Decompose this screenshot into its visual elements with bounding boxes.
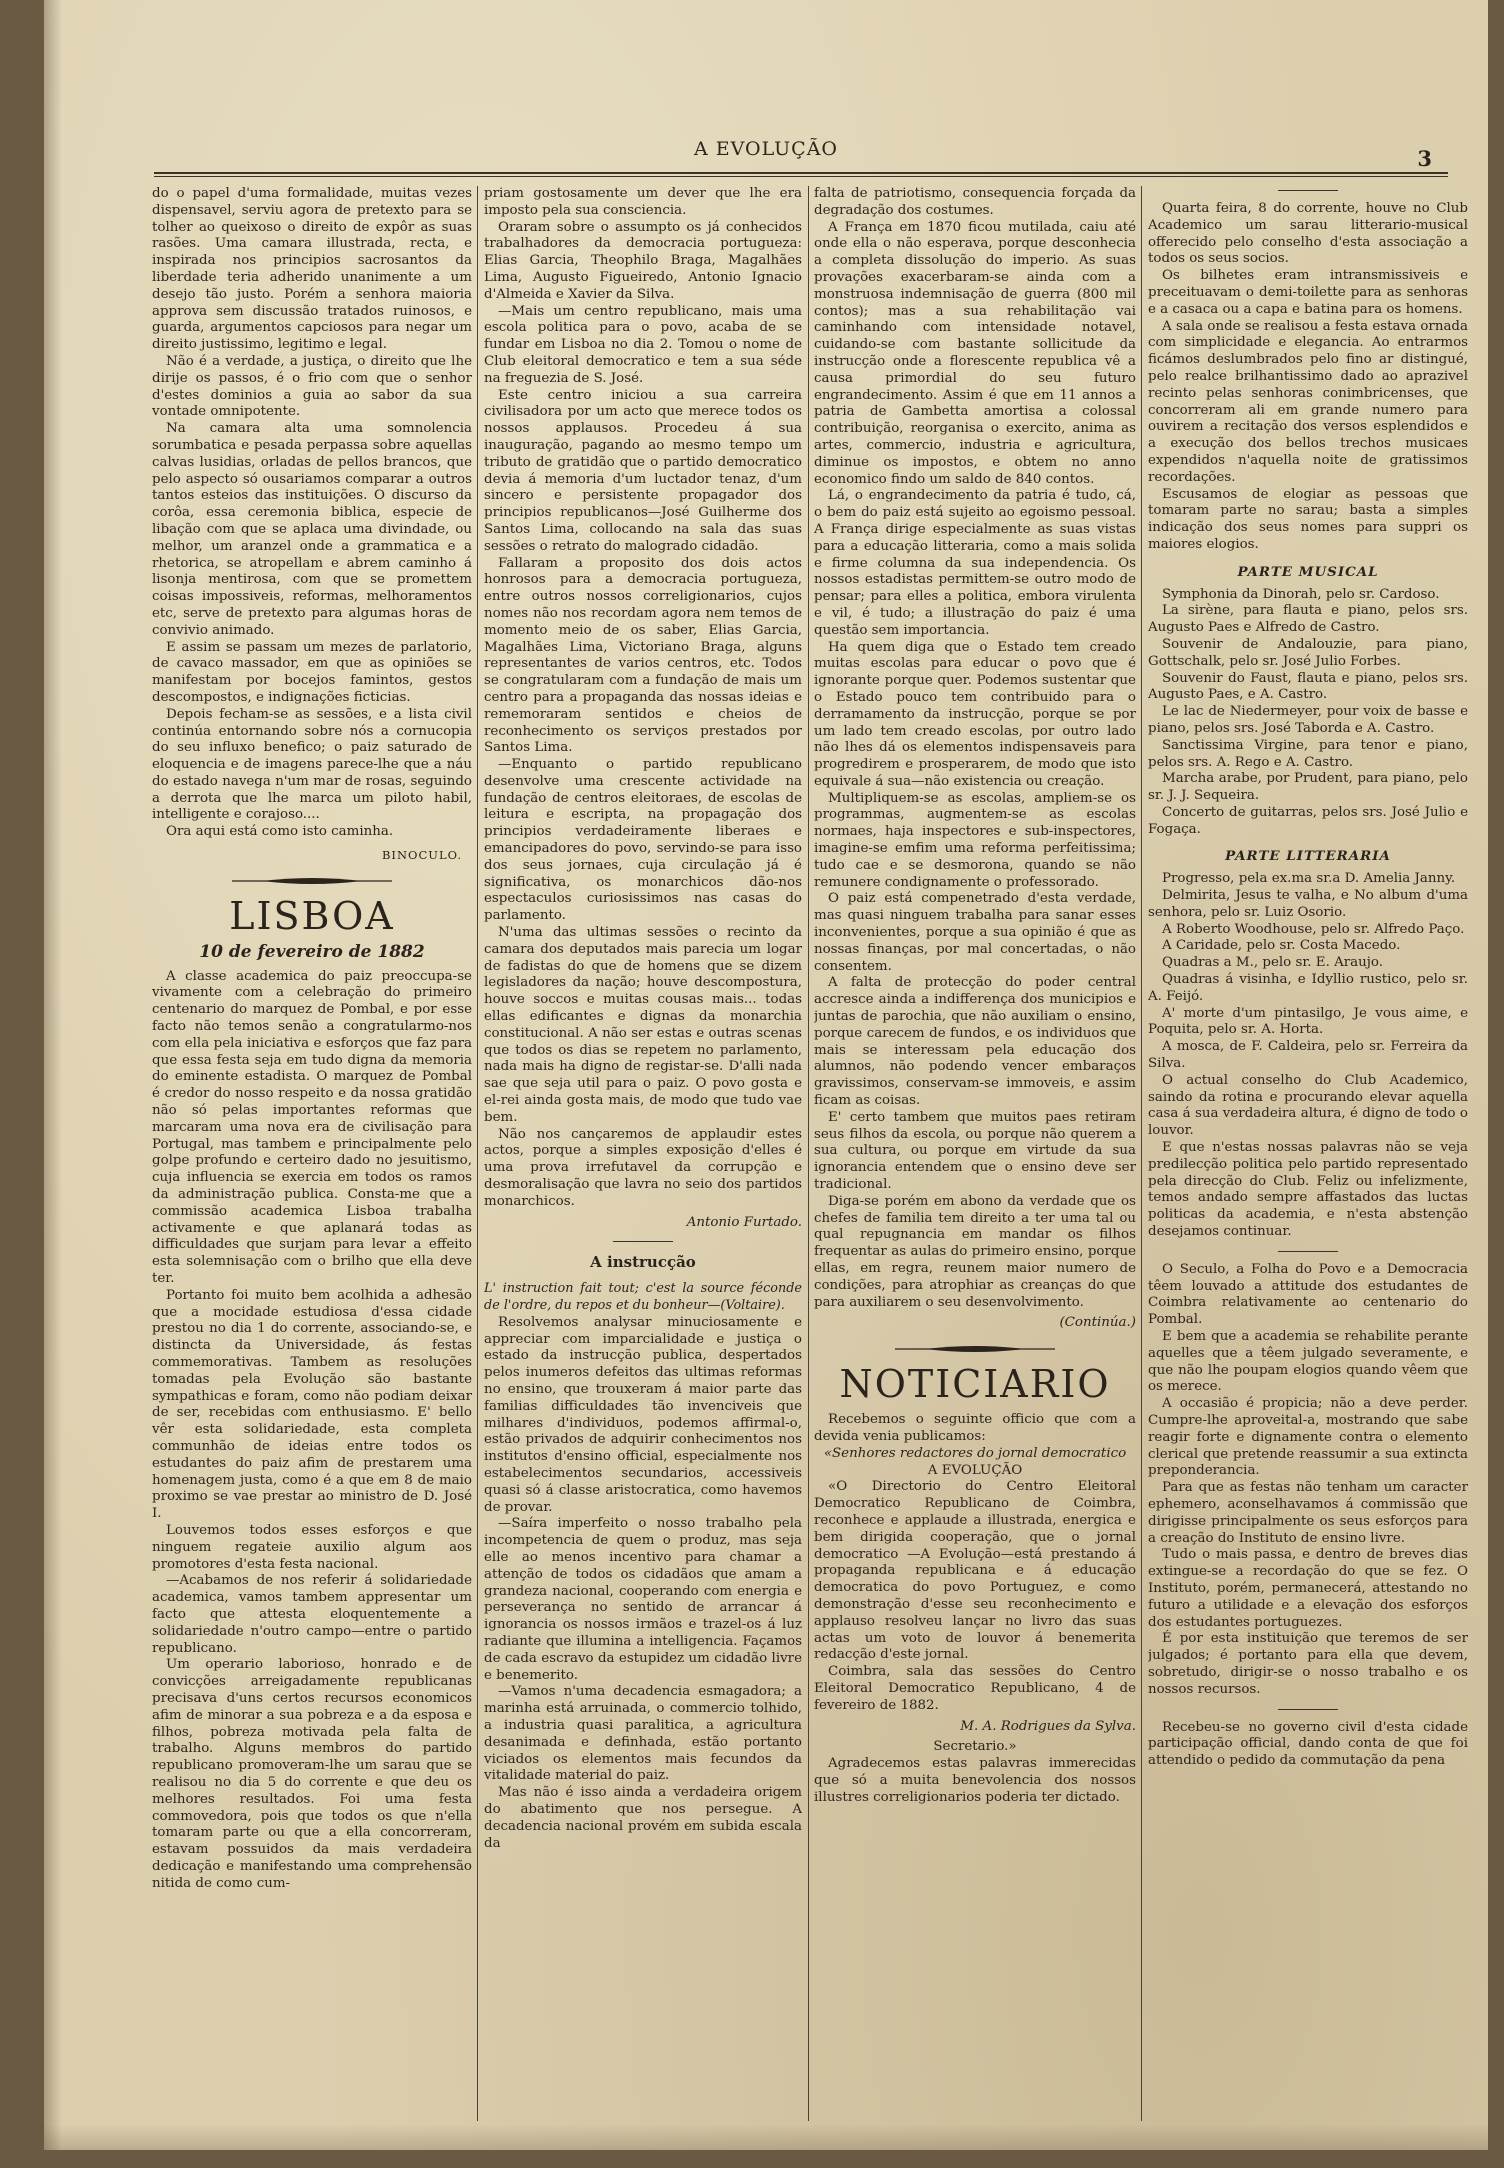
section-divider: [1278, 1709, 1338, 1710]
page-fold-shadow: [44, 0, 62, 2150]
article-paragraph: Um operario laborioso, honrado e de convicções arreigadamente republicanas precisava d'uns certos recursos economicos afim de minorar a sua pobreza e a da esposa e filhos, pobreza motivada pela falta de trabalho. Alguns membros do partido republicano promoveram-lhe um sarau que se realisou no dia 5 do corrente e que deu os melhores resultados. Foi uma festa commovedora, pois que todos os que n'ella tomaram parte ou que a ella concorreram, estavam possuidos da mais verdadeira dedicação e manifestando uma comprehensão nitida de como cum-: [152, 1657, 472, 1891]
program-item: Le lac de Niedermeyer, pour voix de basse e piano, pelos srs. José Taborda e A. Castro.: [1148, 704, 1468, 736]
article-paragraph: O actual conselho do Club Academico, saindo da rotina e procurando elevar aquella casa á sua verdadeira altura, é digno de todo o louvor.: [1148, 1072, 1468, 1139]
article-title-instrucao: A instrucção: [590, 1253, 696, 1272]
article-paragraph: Os bilhetes eram intransmissiveis e preceituavam o demi-toilette para as senhoras e a casaca ou a capa e batina para os homens.: [1148, 268, 1468, 317]
ornamental-rule: [232, 876, 392, 886]
letter-body: «O Directorio do Centro Eleitoral Democratico Republicano de Coimbra, reconhece e applaude a illustrada, energica e bem dirigida cooperação, que o jornal democratico —A Evolução—está prestando á propaganda republicana e á educação democratica do povo Portuguez, e como demonstração d'esse seu reconhecimento e applauso resolveu lançar no livro das suas actas um voto de louvor á benemerita redacção d'este jornal.: [814, 1479, 1136, 1663]
column-4: [1148, 186, 1468, 2121]
article-paragraph: Na camara alta uma somnolencia sorumbatica e pesada perpassa sobre aquellas calvas lusidias, orladas de pellos brancos, que pelo aspecto só ousariamos comparar a outros tantos esteios das instituições. O discurso da corôa, essa ceremonia biblica, especie de libação com que se aplaca uma divindade, ou melhor, um aranzel onde a grammatica e a rhetorica, se atropellam e abrem caminho á lisonja mentirosa, com que se promettem coisas impossiveis, reformas, melhoramentos etc, serve de pretexto para algumas horas de convivio animado.: [152, 421, 472, 638]
program-item: Symphonia da Dinorah, pelo sr. Cardoso.: [1162, 586, 1440, 602]
program-item: A mosca, de F. Caldeira, pelo sr. Ferreira da Silva.: [1148, 1039, 1468, 1072]
program-item: A' morte d'um pintasilgo, Je vous aime, e Poquita, pelo sr. A. Horta.: [1148, 1005, 1468, 1038]
article-paragraph: —Saíra imperfeito o nosso trabalho pela incompetencia de quem o produz, mas seja elle ao menos incentivo para chamar a attenção de todos os cidadãos que amam a grandeza nacional, cooperando com energia e perseverança no sentido de arrancar á ignorancia os nossos irmãos e trazel-os á luz radiante que illumina a intelligencia. Façamos de cada escravo da estupidez um cidadão livre e benemerito.: [484, 1516, 802, 1683]
program-item: Souvenir de Andalouzie, para piano, Gottschalk, pelo sr. José Julio Forbes.: [1148, 636, 1468, 669]
article-paragraph: do o papel d'uma formalidade, muitas vezes dispensavel, serviu agora de pretexto para se tolher ao queixoso o direito de expôr as suas rasões. Uma camara illustrada, recta, e inspirada nos principios sacrosantos da liberdade teria adherido unanimente a um desejo tão justo. Porém a senhora maioria approva sem discussão tratados ruinosos, e guarda, argumentos capciosos para negar um direito justissimo, legitimo e legal.: [152, 186, 472, 353]
program-item: A Roberto Woodhouse, pelo sr. Alfredo Paço.: [1162, 921, 1465, 937]
newspaper-title: A EVOLUÇÃO: [693, 138, 839, 160]
program-item: Quadras á visinha, e Idyllio rustico, pelo sr. A. Feijó.: [1148, 972, 1468, 1004]
letter-signature: M. A. Rodrigues da Sylva.: [960, 1718, 1136, 1734]
article-paragraph: —Vamos n'uma decadencia esmagadora; a marinha está arruinada, o commercio tolhido, a industria quasi paralitica, a agricultura desanimada e definhada, estão portanto viciados os elementos mais fecundos da vitalidade material do paiz.: [484, 1684, 802, 1784]
article-paragraph: E que n'estas nossas palavras não se veja predilecção politica pelo partido representado pela direcção do Club. Feliz ou infelizmente, temos andado sempre affastados das luctas politicas da academia, e n'esta abstenção desejamos continuar.: [1148, 1140, 1468, 1240]
article-paragraph: Ora aqui está como isto caminha.: [166, 824, 394, 840]
article-paragraph: Depois fecham-se as sessões, e a lista civil continúa entornando sobre nós a cornucopia do seu influxo benefico; o paiz saturado de eloquencia e de imagens parece-lhe que a náu do estado navega n'um mar de rosas, seguindo a derrota que lhe marca um piloto habil, intelligente e corajoso....: [152, 706, 472, 823]
article-paragraph: A sala onde se realisou a festa estava ornada com simplicidade e elegancia. Ao entrarmos ficámos deslumbrados pelo fino ar distingué, pelo realce brilhantissimo dado ao aprazivel recinto pelas senhoras conimbricenses, que concorreram ali em grande numero para ouvirem a recitação dos versos esplendidos e a execução dos bellos trechos musicaes expendidos n'aquella noite de gratissimos recordações.: [1148, 318, 1468, 485]
article-paragraph: Multipliquem-se as escolas, ampliem-se os programmas, augmentem-se as escolas normaes, haja inspectores e sub-inspectores, imagine-se emfim uma reforma perfeitissima; tudo cae e se desmorona, quando se não remunere condignamente o professorado.: [814, 790, 1136, 890]
article-signature: Antonio Furtado.: [686, 1214, 802, 1230]
article-paragraph: Recebeu-se no governo civil d'esta cidade participação official, dando conta de que foi attendido o pedido da commutação da pena: [1148, 1719, 1468, 1769]
section-title-lisboa: LISBOA: [229, 893, 395, 938]
program-heading-musical: PARTE MUSICAL: [1237, 563, 1379, 580]
continued-marker: (Continúa.): [1059, 1315, 1136, 1331]
article-paragraph: N'uma das ultimas sessões o recinto da camara dos deputados mais parecia um logar de fadistas do que de homens que se dizem legisladores da nação; houve descompostura, houve soccos e muitas cousas mais... todas ellas edificantes e dignas da monarchia constitucional. A não ser estas e outras scenas que todos os dias se repetem no parlamento, nada mais ha digno de registar-se. D'alli nada sae que seja util para o paiz. O povo gosta e el-rei ainda gosta mais, de modo que tudo vae bem.: [484, 925, 802, 1125]
page-bottom-shadow: [44, 2124, 1488, 2150]
article-paragraph: Escusamos de elogiar as pessoas que tomaram parte no sarau; basta a simples indicação dos seus nomes para suppri os maiores elogios.: [1148, 486, 1468, 552]
column-divider: [808, 186, 809, 2121]
article-paragraph: A classe academica do paiz preoccupa-se vivamente com a celebração do primeiro centenario do marquez de Pombal, e por esse facto não temos senão a congratularmo-nos com ella pela iniciativa e esforços que faz para que essa festa seja em tudo digna da memoria do eminente estadista. O marquez de Pombal é credor do nosso respeito e da nossa gratidão não só pelas importantes reformas que marcaram uma nova era de civilisação para Portugal, mas tambem e principalmente pelo golpe profundo e certeiro dado no jesuitismo, cuja influencia se exercia em todos os ramos da administração publica. Consta-me que a commissão academica Lisboa trabalha activamente e que aplanará todas as difficuldades que surjam para levar a effeito esta solemnisação com o brilho que ella deve ter.: [152, 968, 472, 1287]
program-item: Delmirita, Jesus te valha, e No album d'uma senhora, pelo sr. Luiz Osorio.: [1148, 888, 1468, 920]
column-divider: [1141, 186, 1142, 2121]
program-item: Concerto de guitarras, pelos srs. José Julio e Fogaça.: [1148, 804, 1468, 837]
dateline: 10 de fevereiro de 1882: [199, 941, 425, 962]
article-paragraph: —Acabamos de nos referir á solidariedade academica, vamos tambem appresentar um facto que attesta eloquentemente a solidariedade n'outro campo—entre o partido republicano.: [152, 1573, 472, 1656]
article-paragraph: A França em 1870 ficou mutilada, caiu até onde ella o não esperava, porque desconhecia a completa dissolução do imperio. As suas provações exacerbaram-se ainda com a monstruosa indemnisação de guerra (800 mil contos); mas a sua rehabilitação vai caminhando com intensidade notavel, cuidando-se com bastante sollicitude da instrucção onde a florescente republica vê a causa primordial do seu futuro engrandecimento. Assim é que em 11 annos a patria de Gambetta amortisa a colossal contribuição, reorganisa o exercito, anima as artes, commercio, industria e agricultura, diminue os impostos, e obtem no anno economico findo um saldo de 840 contos.: [814, 219, 1136, 487]
epigraph: L' instruction fait tout; c'est la source féconde de l'ordre, du repos et du bonheur—(Voltaire).: [484, 1281, 802, 1313]
article-paragraph: Não nos cançaremos de applaudir estes actos, porque a simples exposição d'elles é uma prova irrefutavel da corrupção e desmoralisação que lavra no seio dos partidos monarchicos.: [484, 1126, 802, 1209]
article-paragraph: Mas não é isso ainda a verdadeira origem do abatimento que nos persegue. A decadencia nacional provém em subida escala da: [484, 1785, 802, 1851]
column-3: [814, 186, 1136, 2121]
article-paragraph: Lá, o engrandecimento da patria é tudo, cá, o bem do paiz está sujeito ao egoismo pessoal. A França dirige especialmente as suas vistas para a educação litteraria, como a mais solida e firme columna da sua independencia. Os nossos estadistas permittem-se outro modo de pensar; para elles a politica, embora virulenta e vil, é tudo; a illustração do paiz é uma questão sem importancia.: [814, 488, 1136, 638]
article-paragraph: O Seculo, a Folha do Povo e a Democracia têem louvado a attitude dos estudantes de Coimbra relativamente ao centenario do Pombal.: [1148, 1261, 1468, 1328]
article-paragraph: Resolvemos analysar minuciosamente e appreciar com imparcialidade e justiça o estado da instrucção publica, despertados pelos inumeros defeitos das ultimas reformas no ensino, que trouxeram á maior parte das familias difficuldades tão invenciveis que milhares d'individuos, podemos affirmal-o, estão privados de adquirir conhecimentos nos institutos d'ensino official, especialmente nos estabelecimentos secundarios, accessiveis quasi só á classe aristocratica, como havemos de provar.: [484, 1314, 802, 1515]
column-1: [152, 186, 472, 2121]
column-2: [484, 186, 802, 2121]
newspaper-page: [44, 0, 1488, 2150]
article-signature: BINOCULO.: [381, 848, 462, 863]
section-title-noticiario: NOTICIARIO: [839, 1362, 1111, 1407]
article-paragraph: Recebemos o seguinte officio que com a devida venia publicamos:: [814, 1412, 1136, 1444]
program-item: Marcha arabe, por Prudent, para piano, pelo sr. J. J. Sequeira.: [1148, 771, 1468, 804]
article-paragraph: priam gostosamente um dever que lhe era imposto pela sua consciencia.: [484, 186, 802, 218]
article-paragraph: Ha quem diga que o Estado tem creado muitas escolas para educar o povo que é ignorante porque quer. Podemos sustentar que o Estado pouco tem contribuido para o derramamento da instrucção, porque se por um lado tem creado escolas, por outro lado não lhes dá os elementos indispensaveis para progredirem e prosperarem, de modo que isto equivale á sua—não existencia ou creação.: [814, 639, 1136, 789]
program-heading-litteraria: PARTE LITTERARIA: [1225, 848, 1391, 865]
program-item: La sirène, para flauta e piano, pelos srs. Augusto Paes e Alfredo de Castro.: [1148, 603, 1468, 636]
article-paragraph: E' certo tambem que muitos paes retiram seus filhos da escola, ou porque não querem a sua cultura, ou porque em virtude da sua ignorancia entendem que o ensino deve ser tradicional.: [814, 1109, 1136, 1193]
article-paragraph: E assim se passam um mezes de parlatorio, de cavaco massador, em que as opiniões se manifestam por bocejos famintos, gestos descompostos, e indignações ficticias.: [152, 639, 472, 705]
header-rule-thin: [154, 176, 1448, 177]
article-paragraph: Portanto foi muito bem acolhida a adhesão que a mocidade estudiosa d'essa cidade prestou no dia 1 do corrente, associando-se, e distincta da Universidade, ás festas commemorativas. Tambem as resoluções tomadas pela Evolução são bastante sympathicas e foram, como não podiam deixar de ser, recebidas com enthusiasmo. E' bello vêr esta solidariedade, esta completa communhão de ideias entre todos os estudantes do paiz afim de prestarem uma homenagem justa, como é a que em 8 de maio proximo se vae prestar ao ministro de D. José I.: [152, 1287, 472, 1522]
ornamental-rule: [895, 1344, 1055, 1354]
section-divider: [1278, 1251, 1338, 1252]
article-paragraph: Diga-se porém em abono da verdade que os chefes de familia tem direito a ter uma tal ou qual repugnancia em mandar os filhos frequentar as aulas do primeiro ensino, porque ellas, em regra, reunem maior numero de condições, para atrophiar as creanças do que para auxiliarem o seu desenvolvimento.: [814, 1193, 1136, 1310]
article-paragraph: Tudo o mais passa, e dentro de breves dias extingue-se a recordação do que se fez. O Instituto, porém, permanecerá, attestando no futuro a utilidade e a elevação dos esforços dos estudantes portuguezes.: [1148, 1547, 1468, 1630]
program-item: A Caridade, pelo sr. Costa Macedo.: [1162, 938, 1401, 954]
article-paragraph: A falta de protecção do poder central accresce ainda a indifferença dos municipios e juntas de parochia, que não auxiliam o ensino, porque carecem de fundos, e os individuos que mais se interessam pela educação dos alumnos, não podendo vencer embaraços gravissimos, conservam-se immoveis, e assim ficam as coisas.: [814, 975, 1136, 1109]
article-paragraph: Fallaram a proposito dos dois actos honrosos para a democracia portugueza, entre outros nossos correligionarios, cujos nomes não nos recordam agora nem temos de momento meio de os saber, Elias Garcia, Magalhães Lima, Victoriano Braga, alguns representantes de varios centros, etc. Todos se congratularam com a fundação de mais um centro para a propaganda das nossas ideias e rememoraram sentidos e cheios de reconhecimento os serviços prestados por Santos Lima.: [484, 555, 802, 756]
article-paragraph: falta de patriotismo, consequencia forçada da degradação dos costumes.: [814, 186, 1136, 218]
article-paragraph: A occasião é propicia; não a deve perder. Cumpre-lhe aproveital-a, mostrando que sabe reagir forte e dignamente contra o elemento clerical que pretende reassumir a sua extincta preponderancia.: [1148, 1396, 1468, 1479]
section-divider: [613, 1241, 673, 1242]
article-paragraph: Para que as festas não tenham um caracter ephemero, aconselhavamos á commissão que dirigisse principalmente os seus esforços para a creação do Instituto de ensino livre.: [1148, 1480, 1468, 1546]
article-paragraph: E bem que a academia se rehabilite perante aquelles que a têem julgado severamente, e que não lhe poupam elogios quando vêem que os merece.: [1148, 1329, 1468, 1395]
article-paragraph: O paiz está compenetrado d'esta verdade, mas quasi ninguem trabalha para sanar esses inconvenientes, porque a sua opinião é que as nossas finanças, por mal concertadas, o não consentem.: [814, 891, 1136, 974]
program-item: Progresso, pela ex.ma sr.a D. Amelia Janny.: [1162, 871, 1456, 887]
header-rule: [154, 172, 1448, 174]
article-paragraph: Louvemos todos esses esforços e que ninguem regateie auxilio algum aos promotores d'esta festa nacional.: [152, 1522, 472, 1572]
program-item: Souvenir do Faust, flauta e piano, pelos srs. Augusto Paes, e A. Castro.: [1148, 670, 1468, 703]
letter-addressee: «Senhores redactores do jornal democratico: [823, 1445, 1127, 1461]
column-divider: [477, 186, 478, 2121]
article-paragraph: Oraram sobre o assumpto os já conhecidos trabalhadores da democracia portugueza: Elias Garcia, Theophilo Braga, Magalhães Lima, Augusto Figueiredo, Antonio Ignacio d'Almeida e Xavier da Silva.: [484, 219, 802, 302]
program-item: Sanctissima Virgine, para tenor e piano, pelos srs. A. Rego e A. Castro.: [1148, 737, 1468, 770]
article-paragraph: —Enquanto o partido republicano desenvolve uma crescente actividade na fundação de centros eleitoraes, de escolas de leitura e escripta, na propagação dos principios verdadeiramente liberaes e emancipadores do povo, servindo-se para isso dos seus jornaes, cuja circulação já é significativa, os monarchicos dão-nos espectaculos curiosissimos nas casas do parlamento.: [484, 757, 802, 924]
article-paragraph: Quarta feira, 8 do corrente, houve no Club Academico um sarau litterario-musical offerecido pelo conselho d'esta associação a todos os seus socios.: [1148, 201, 1468, 267]
article-paragraph: É por esta instituição que teremos de ser julgados; é portanto para ella que devem, sobretudo, dirigir-se o nosso trabalho e os nossos recursos.: [1148, 1631, 1468, 1697]
program-item: Quadras a M., pelo sr. E. Araujo.: [1162, 955, 1384, 971]
page-number: 3: [1417, 146, 1432, 171]
letter-role: Secretario.»: [933, 1739, 1017, 1755]
letter-paper-name: A EVOLUÇÃO: [927, 1462, 1023, 1478]
article-paragraph: Agradecemos estas palavras immerecidas que só a muita benevolencia dos nossos illustres correligionarios poderia ter dictado.: [814, 1756, 1136, 1805]
article-paragraph: Não é a verdade, a justiça, o direito que lhe dirije os passos, é o frio com que o senhor d'estes dominios a guia ao sabor da sua vontade omnipotente.: [152, 353, 472, 420]
article-paragraph: Este centro iniciou a sua carreira civilisadora por um acto que merece todos os nossos applausos. Procedeu á sua inauguração, pagando ao mesmo tempo um tributo de gratidão que o partido democratico devia á memoria d'um luctador tenaz, d'um sincero e persistente propagador dos principios republicanos—José Guilherme dos Santos Lima, collocando na sala das suas sessões o retrato do malogrado cidadão.: [484, 387, 802, 554]
article-paragraph: —Mais um centro republicano, mais uma escola politica para o povo, acaba de se fundar em Lisboa no dia 2. Tomou o nome de Club eleitoral democratico e tem a sua séde na freguezia de S. José.: [484, 303, 802, 386]
section-divider: [1278, 190, 1338, 191]
letter-place-date: Coimbra, sala das sessões do Centro Eleitoral Democratico Republicano, 4 de fevereiro de 1882.: [814, 1664, 1136, 1713]
